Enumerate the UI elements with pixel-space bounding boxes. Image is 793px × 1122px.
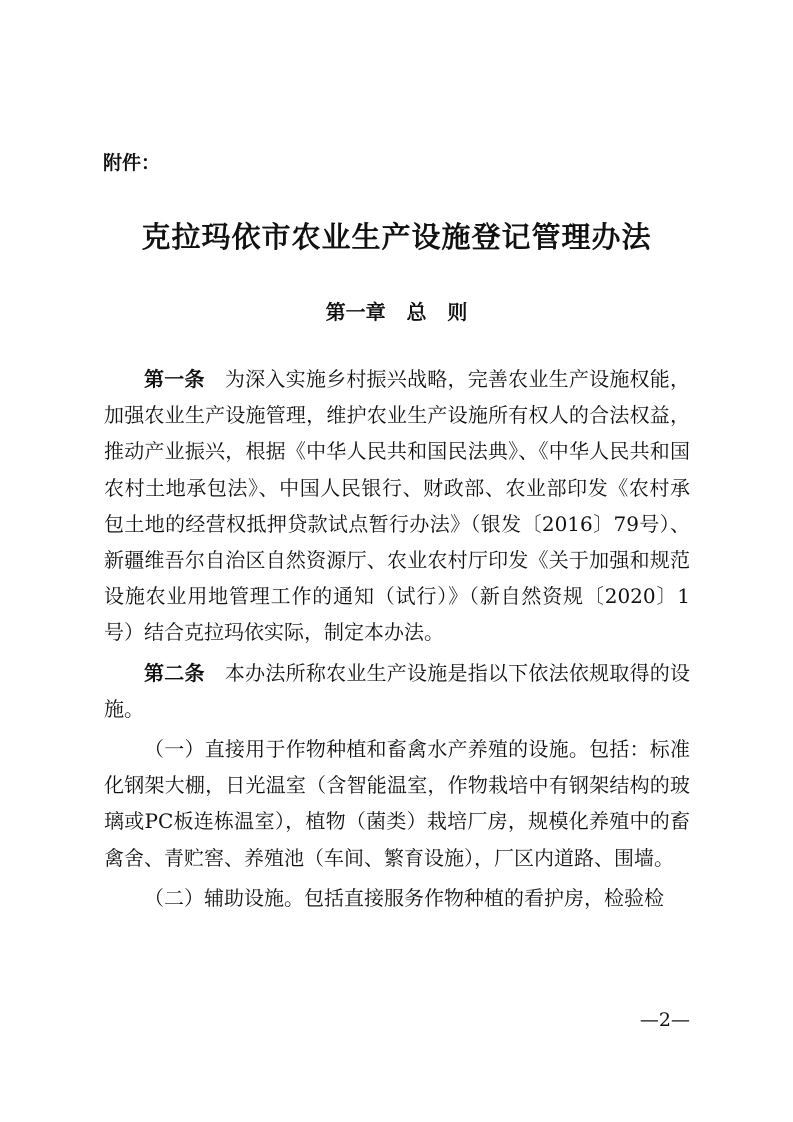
article-2-gap [205,661,225,685]
article-1-label: 第一条 [144,367,205,391]
page-number: —2— [639,1009,690,1031]
document-title: 克拉玛依市农业生产设施登记管理办法 [141,220,652,254]
article-1 [104,361,690,651]
article-1-gap [205,367,225,391]
article-2 [104,655,690,727]
chapter-heading: 第一章 总 则 [325,300,468,324]
article-1-text: 为深入实施乡村振兴战略，完善农业生产设施权能，加强农业生产设施管理，维护农业生产设施所有权人的合法权益，推动产业振兴，根据《中华人民共和国民法典》、《中华人民共和国农村土地承包法》、中国人民银行、财政部、农业部印发《农村承包土地的经营权抵押贷款试点暂行办法》（银发〔2016〕79号）、新疆维吾尔自治区自然资源厅、农业农村厅印发《关于加强和规范设施农业用地管理工作的通知（试行）》（新自然资规〔2020〕1号）结合克拉玛依实际，制定本办法。 [104,367,691,645]
item-1: （一）直接用于作物种植和畜禽水产养殖的设施。包括：标准化钢架大棚，日光温室（含智能温室，作物栽培中有钢架结构的玻璃或PC板连栋温室），植物（菌类）栽培厂房，规模化养殖中的畜禽舍、青贮窖、养殖池（车间、繁育设施），厂区内道路、围墙。 [104,737,690,870]
article-2-label: 第二条 [144,660,205,685]
document-body [104,361,690,916]
item-2: （二）辅助设施。包括直接服务作物种植的看护房，检验检 [144,885,664,910]
attachment-label: 附件： [103,152,161,174]
article-2-text: 本办法所称农业生产设施是指以下依法依规取得的设施。 [104,660,691,721]
